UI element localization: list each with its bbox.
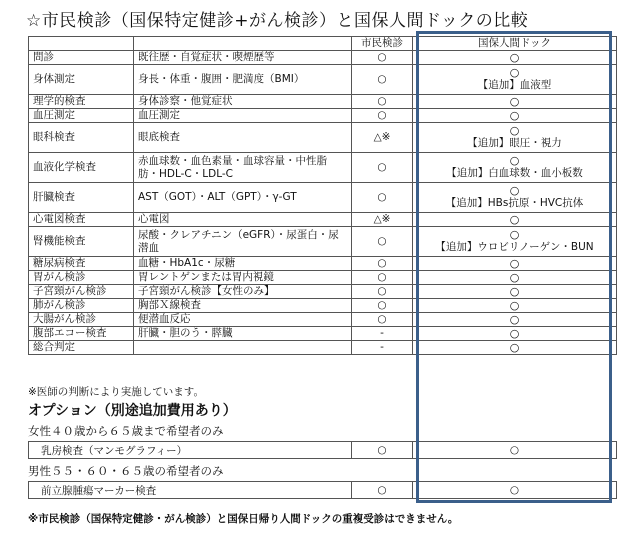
table-row xyxy=(29,257,617,271)
row-dock-cell xyxy=(413,109,617,123)
table-row xyxy=(29,123,617,153)
row-content: AST（GOT）・ALT（GPT）・γ-GT xyxy=(134,183,352,213)
row-dock-cell xyxy=(413,271,617,285)
row-dock-mark: ○ xyxy=(509,94,520,108)
row-dock-mark: ○ xyxy=(509,124,520,137)
row-city-mark: ○ xyxy=(352,257,413,271)
table-row xyxy=(29,153,617,183)
row-item-name: 血液化学検査 xyxy=(29,153,134,183)
row-item-name: 血圧測定 xyxy=(29,109,134,123)
row-dock-mark: ○ xyxy=(509,66,520,79)
option-group-label: 女性４０歳から６５歳まで希望者のみ xyxy=(28,424,224,438)
row-city-mark: ○ xyxy=(352,153,413,183)
table-row xyxy=(29,183,617,213)
comparison-table xyxy=(28,36,617,355)
row-content: 子宮頸がん検診【女性のみ】 xyxy=(134,285,352,299)
row-dock-cell xyxy=(413,123,617,153)
row-item-name: 腎機能検査 xyxy=(29,227,134,257)
row-dock-mark: ○ xyxy=(509,154,520,167)
row-dock-mark: ○ xyxy=(509,284,520,298)
row-dock-cell xyxy=(413,327,617,341)
row-dock-mark: ○ xyxy=(509,340,520,354)
row-item-name: 糖尿病検査 xyxy=(29,257,134,271)
row-city-mark: ○ xyxy=(352,285,413,299)
row-item-name: 子宮頸がん検診 xyxy=(29,285,134,299)
row-dock-extra: 【追加】眼圧・視力 xyxy=(467,137,562,149)
option-dock-mark: ○ xyxy=(413,442,617,459)
row-city-mark: △※ xyxy=(352,213,413,227)
row-city-mark: ○ xyxy=(352,299,413,313)
row-dock-cell xyxy=(413,285,617,299)
row-item-name: 理学的検査 xyxy=(29,95,134,109)
table-row xyxy=(29,213,617,227)
row-item-name: 腹部エコー検査 xyxy=(29,327,134,341)
option-city-mark: ○ xyxy=(352,442,413,459)
row-content: 胃レントゲンまたは胃内視鏡 xyxy=(134,271,352,285)
row-content: 赤血球数・血色素量・血球容量・中性脂肪・HDL-C・LDL-C xyxy=(134,153,352,183)
row-dock-cell xyxy=(413,153,617,183)
row-dock-mark: ○ xyxy=(509,256,520,270)
row-dock-cell xyxy=(413,213,617,227)
row-city-mark: ○ xyxy=(352,313,413,327)
row-item-name: 身体測定 xyxy=(29,65,134,95)
table-row xyxy=(29,109,617,123)
option-city-mark: ○ xyxy=(352,482,413,499)
row-dock-cell xyxy=(413,299,617,313)
row-dock-cell xyxy=(413,341,617,355)
row-content: 心電図 xyxy=(134,213,352,227)
option-row xyxy=(28,481,617,499)
row-item-name: 大腸がん検診 xyxy=(29,313,134,327)
row-dock-mark: ○ xyxy=(509,228,520,241)
header-empty xyxy=(134,37,352,51)
row-item-name: 肺がん検診 xyxy=(29,299,134,313)
table-row xyxy=(29,341,617,355)
row-content: 尿酸・クレアチニン（eGFR）・尿蛋白・尿潜血 xyxy=(134,227,352,257)
header-dock: 国保人間ドック xyxy=(413,37,617,51)
row-dock-mark: ○ xyxy=(509,270,520,284)
row-content: 血圧測定 xyxy=(134,109,352,123)
row-city-mark: ○ xyxy=(352,95,413,109)
row-item-name: 胃がん検診 xyxy=(29,271,134,285)
option-item: 前立腺腫瘍マーカー検査 xyxy=(29,482,352,499)
row-dock-cell xyxy=(413,313,617,327)
row-city-mark: - xyxy=(352,327,413,341)
option-title: オプション（別途追加費用あり） xyxy=(28,403,237,419)
row-dock-extra: 【追加】HBs抗原・HVC抗体 xyxy=(445,197,584,209)
row-dock-mark: ○ xyxy=(509,312,520,326)
row-dock-cell xyxy=(413,65,617,95)
table-row xyxy=(29,271,617,285)
table-row xyxy=(29,95,617,109)
row-dock-cell xyxy=(413,257,617,271)
row-content: 肝臓・胆のう・膵臓 xyxy=(134,327,352,341)
row-dock-extra: 【追加】白血球数・血小板数 xyxy=(446,167,583,179)
row-dock-cell xyxy=(413,51,617,65)
row-content: 眼底検査 xyxy=(134,123,352,153)
table-row xyxy=(29,65,617,95)
page-title: ☆市民検診（国保特定健診+がん検診）と国保人間ドックの比較 xyxy=(26,11,529,31)
table-row xyxy=(29,227,617,257)
row-item-name: 総合判定 xyxy=(29,341,134,355)
table-row xyxy=(29,313,617,327)
row-city-mark: ○ xyxy=(352,227,413,257)
row-item-name: 問診 xyxy=(29,51,134,65)
table-header-row xyxy=(29,37,617,51)
row-dock-mark: ○ xyxy=(509,184,520,197)
row-content: 血糖・HbA1c・尿糖 xyxy=(134,257,352,271)
option-item: 乳房検査（マンモグラフィー） xyxy=(29,442,352,459)
row-dock-mark: ○ xyxy=(509,298,520,312)
row-dock-mark: ○ xyxy=(509,108,520,122)
option-group-label: 男性５５・６０・６５歳の希望者のみ xyxy=(28,464,224,478)
option-row xyxy=(28,441,617,459)
row-city-mark: ○ xyxy=(352,271,413,285)
footer-note: ※市民検診（国保特定健診・がん検診）と国保日帰り人間ドックの重複受診はできません。 xyxy=(28,513,459,525)
row-dock-mark: ○ xyxy=(509,212,520,226)
row-content xyxy=(134,341,352,355)
row-dock-mark: ○ xyxy=(509,326,520,340)
row-content: 胸部Ｘ線検査 xyxy=(134,299,352,313)
row-city-mark: ○ xyxy=(352,65,413,95)
header-city-checkup: 市民検診 xyxy=(352,37,413,51)
row-dock-extra: 【追加】ウロビリノーゲン・BUN xyxy=(435,241,594,253)
table-row xyxy=(29,51,617,65)
table-row xyxy=(29,285,617,299)
row-city-mark: △※ xyxy=(352,123,413,153)
row-dock-mark: ○ xyxy=(509,50,520,64)
header-empty xyxy=(29,37,134,51)
row-dock-cell xyxy=(413,95,617,109)
option-dock-mark: ○ xyxy=(413,482,617,499)
doctor-note: ※医師の判断により実施しています。 xyxy=(28,386,204,398)
row-content: 身長・体重・腹囲・肥満度（BMI） xyxy=(134,65,352,95)
table-row xyxy=(29,327,617,341)
table-row xyxy=(29,299,617,313)
row-dock-extra: 【追加】血液型 xyxy=(477,79,552,91)
row-dock-cell xyxy=(413,227,617,257)
row-city-mark: ○ xyxy=(352,183,413,213)
row-content: 既往歴・自覚症状・喫煙歴等 xyxy=(134,51,352,65)
row-city-mark: ○ xyxy=(352,109,413,123)
row-content: 便潜血反応 xyxy=(134,313,352,327)
row-city-mark: - xyxy=(352,341,413,355)
row-item-name: 心電図検査 xyxy=(29,213,134,227)
row-dock-cell xyxy=(413,183,617,213)
row-item-name: 眼科検査 xyxy=(29,123,134,153)
row-content: 身体診察・他覚症状 xyxy=(134,95,352,109)
row-item-name: 肝臓検査 xyxy=(29,183,134,213)
row-city-mark: ○ xyxy=(352,51,413,65)
